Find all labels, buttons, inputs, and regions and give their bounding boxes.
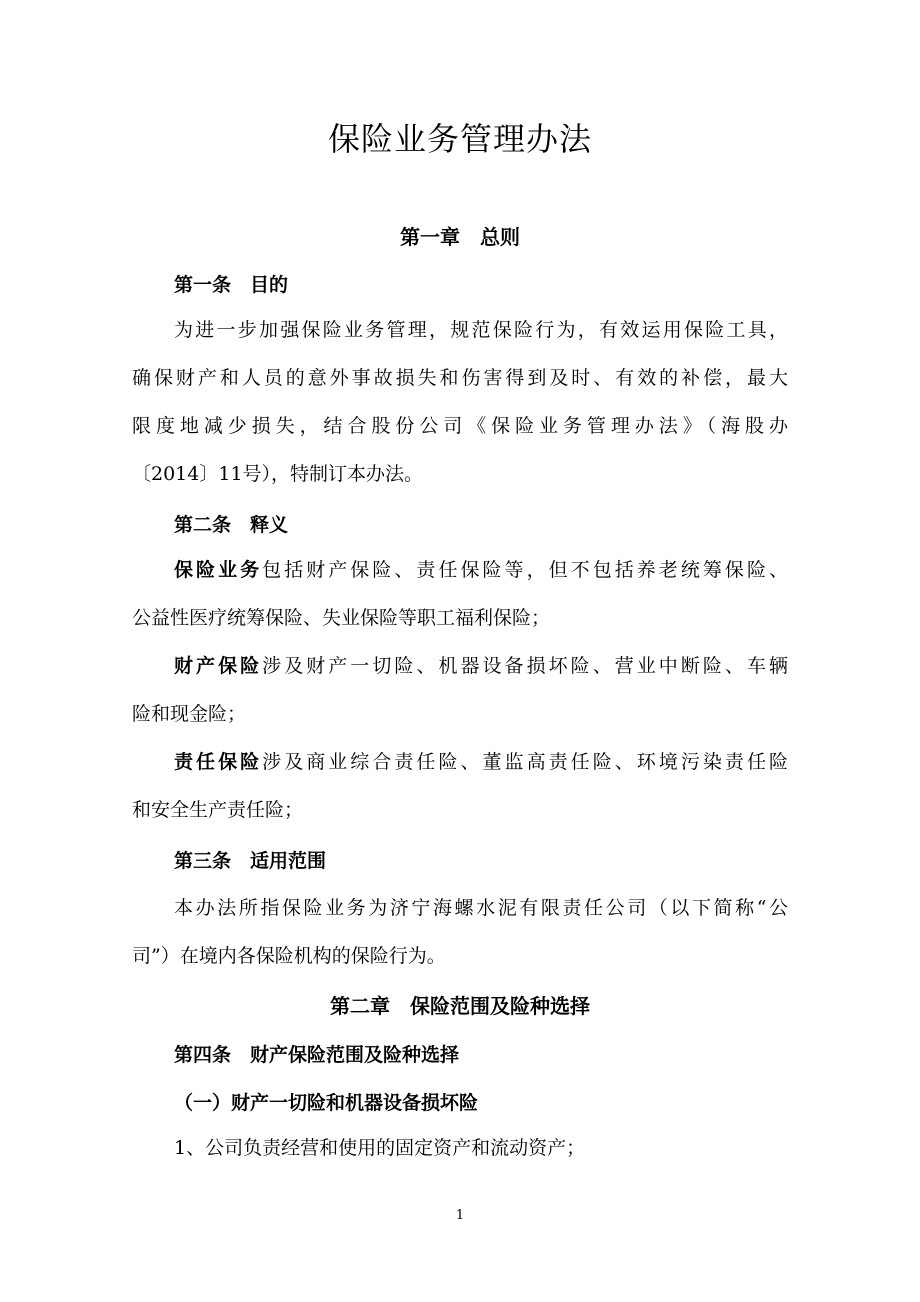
page-number: 1 [455, 1208, 465, 1223]
chapter-2-heading: 第二章 保险范围及险种选择 [330, 994, 590, 1018]
paragraph-line: 司”）在境内各保险机构的保险行为。 [132, 945, 446, 967]
article-2-heading: 第二条 释义 [174, 514, 289, 536]
defined-term: 保险业务 [174, 559, 263, 581]
subsection-1-heading: （一）财产一切险和机器设备损坏险 [174, 1092, 479, 1114]
paragraph-line: 限度地减少损失，结合股份公司《保险业务管理办法》（海股办 [132, 415, 788, 437]
definition-text: 包括财产保险、责任保险等，但不包括养老统筹保险、 [262, 559, 788, 581]
article-1-heading: 第一条 目的 [174, 274, 289, 296]
definition-insurance-business [132, 546, 788, 642]
definition-text: 公益性医疗统筹保险、失业保险等职工福利保险； [132, 607, 551, 629]
chapter-1-heading: 第一章 总则 [400, 225, 520, 249]
definition-text: 涉及财产一切险、机器设备损坏险、营业中断险、车辆 [262, 655, 788, 677]
defined-term: 财产保险 [174, 655, 263, 677]
article-3-paragraph [132, 884, 788, 980]
list-item: 1、公司负责经营和使用的固定资产和流动资产； [174, 1137, 586, 1159]
article-1-paragraph [132, 306, 788, 498]
paragraph-line: 本办法所指保险业务为济宁海螺水泥有限责任公司（以下简称“公 [174, 897, 788, 919]
definition-liability-insurance [132, 738, 788, 834]
definition-text: 险和现金险； [132, 703, 247, 725]
defined-term: 责任保险 [174, 751, 263, 773]
document-title: 保险业务管理办法 [327, 120, 592, 158]
article-3-heading: 第三条 适用范围 [174, 850, 327, 872]
definition-text: 涉及商业综合责任险、董监高责任险、环境污染责任险 [262, 751, 788, 773]
definition-text: 和安全生产责任险； [132, 799, 304, 821]
item-1-paragraph [132, 1124, 788, 1172]
definition-property-insurance [132, 642, 788, 738]
paragraph-line: 确保财产和人员的意外事故损失和伤害得到及时、有效的补偿，最大 [132, 367, 788, 389]
article-4-heading: 第四条 财产保险范围及险种选择 [174, 1044, 460, 1066]
paragraph-line: 为进一步加强保险业务管理，规范保险行为，有效运用保险工具， [174, 319, 788, 341]
paragraph-line: 〔2014〕11号），特制订本办法。 [132, 463, 424, 485]
